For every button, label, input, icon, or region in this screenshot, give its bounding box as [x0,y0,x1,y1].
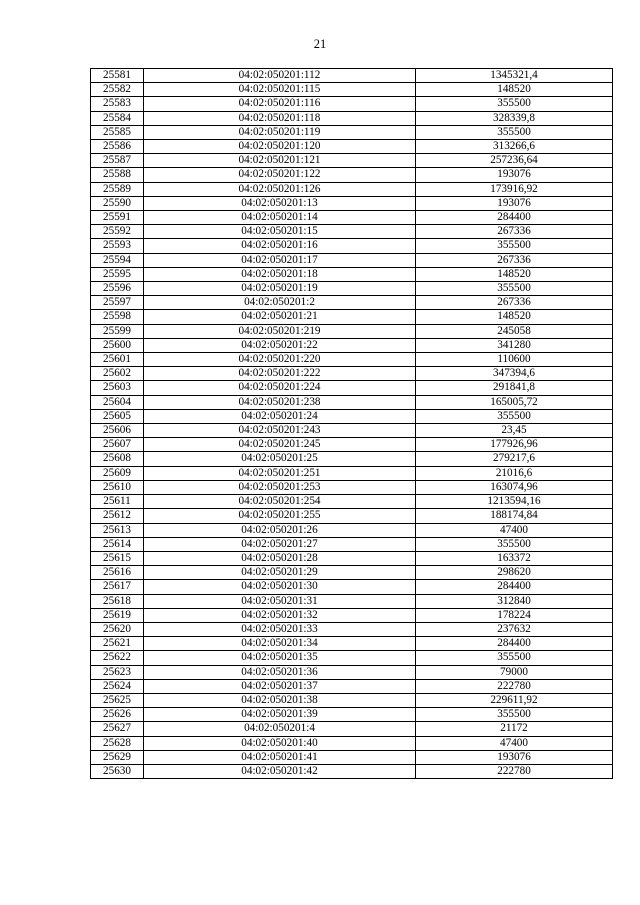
value-cell: 237632 [416,622,613,636]
record-number-cell: 25588 [91,168,144,182]
table-row [91,409,613,423]
table-row [91,353,613,367]
cadastral-number-cell: 04:02:050201:36 [144,665,416,679]
record-number-cell: 25601 [91,353,144,367]
record-number-cell: 25581 [91,69,144,83]
value-cell: 79000 [416,665,613,679]
value-cell: 148520 [416,310,613,324]
record-number-cell: 25614 [91,537,144,551]
record-number-cell: 25602 [91,367,144,381]
cadastral-number-cell: 04:02:050201:25 [144,452,416,466]
cadastral-number-cell: 04:02:050201:24 [144,409,416,423]
cadastral-number-cell: 04:02:050201:22 [144,338,416,352]
value-cell: 267336 [416,225,613,239]
cadastral-number-cell: 04:02:050201:243 [144,424,416,438]
record-number-cell: 25598 [91,310,144,324]
table-row [91,722,613,736]
cadastral-number-cell: 04:02:050201:19 [144,282,416,296]
cadastral-number-cell: 04:02:050201:126 [144,182,416,196]
table-row [91,495,613,509]
value-cell: 1213594,16 [416,495,613,509]
value-cell: 173916,92 [416,182,613,196]
record-number-cell: 25609 [91,466,144,480]
cadastral-number-cell: 04:02:050201:33 [144,622,416,636]
cadastral-number-cell: 04:02:050201:40 [144,736,416,750]
record-number-cell: 25626 [91,708,144,722]
cadastral-number-cell: 04:02:050201:118 [144,111,416,125]
value-cell: 298620 [416,566,613,580]
cadastral-number-cell: 04:02:050201:121 [144,154,416,168]
table-row [91,509,613,523]
value-cell: 284400 [416,637,613,651]
record-number-cell: 25621 [91,637,144,651]
value-cell: 163372 [416,551,613,565]
table-row [91,211,613,225]
value-cell: 355500 [416,708,613,722]
value-cell: 47400 [416,736,613,750]
value-cell: 267336 [416,253,613,267]
record-number-cell: 25590 [91,196,144,210]
record-number-cell: 25629 [91,750,144,764]
table-row [91,225,613,239]
cadastral-number-cell: 04:02:050201:16 [144,239,416,253]
cadastral-number-cell: 04:02:050201:27 [144,537,416,551]
cadastral-number-cell: 04:02:050201:254 [144,495,416,509]
table-row [91,69,613,83]
record-number-cell: 25618 [91,594,144,608]
table-row [91,736,613,750]
table-row [91,168,613,182]
table-row [91,267,613,281]
table-row [91,438,613,452]
value-cell: 257236,64 [416,154,613,168]
value-cell: 222780 [416,764,613,778]
record-number-cell: 25599 [91,324,144,338]
cadastral-number-cell: 04:02:050201:42 [144,764,416,778]
cadastral-number-cell: 04:02:050201:253 [144,480,416,494]
cadastral-number-cell: 04:02:050201:120 [144,140,416,154]
records-table [90,68,613,779]
cadastral-number-cell: 04:02:050201:41 [144,750,416,764]
value-cell: 313266,6 [416,140,613,154]
records-table-body [91,69,613,779]
record-number-cell: 25607 [91,438,144,452]
record-number-cell: 25624 [91,679,144,693]
record-number-cell: 25615 [91,551,144,565]
record-number-cell: 25593 [91,239,144,253]
value-cell: 229611,92 [416,693,613,707]
value-cell: 165005,72 [416,395,613,409]
value-cell: 355500 [416,282,613,296]
value-cell: 110600 [416,353,613,367]
table-row [91,764,613,778]
record-number-cell: 25628 [91,736,144,750]
value-cell: 355500 [416,537,613,551]
record-number-cell: 25600 [91,338,144,352]
cadastral-number-cell: 04:02:050201:32 [144,608,416,622]
value-cell: 178224 [416,608,613,622]
table-row [91,466,613,480]
table-row [91,395,613,409]
value-cell: 279217,6 [416,452,613,466]
cadastral-number-cell: 04:02:050201:219 [144,324,416,338]
value-cell: 355500 [416,239,613,253]
record-number-cell: 25611 [91,495,144,509]
record-number-cell: 25595 [91,267,144,281]
table-row [91,551,613,565]
table-row [91,367,613,381]
cadastral-number-cell: 04:02:050201:119 [144,125,416,139]
cadastral-number-cell: 04:02:050201:35 [144,651,416,665]
record-number-cell: 25617 [91,580,144,594]
record-number-cell: 25604 [91,395,144,409]
record-number-cell: 25627 [91,722,144,736]
record-number-cell: 25613 [91,523,144,537]
record-number-cell: 25597 [91,296,144,310]
cadastral-number-cell: 04:02:050201:220 [144,353,416,367]
table-row [91,480,613,494]
table-row [91,154,613,168]
record-number-cell: 25616 [91,566,144,580]
cadastral-number-cell: 04:02:050201:222 [144,367,416,381]
record-number-cell: 25612 [91,509,144,523]
table-row [91,111,613,125]
value-cell: 193076 [416,168,613,182]
record-number-cell: 25591 [91,211,144,225]
value-cell: 1345321,4 [416,69,613,83]
record-number-cell: 25585 [91,125,144,139]
value-cell: 312840 [416,594,613,608]
record-number-cell: 25619 [91,608,144,622]
cadastral-number-cell: 04:02:050201:251 [144,466,416,480]
table-row [91,381,613,395]
value-cell: 355500 [416,125,613,139]
table-row [91,253,613,267]
table-row [91,296,613,310]
cadastral-number-cell: 04:02:050201:245 [144,438,416,452]
record-number-cell: 25630 [91,764,144,778]
cadastral-number-cell: 04:02:050201:2 [144,296,416,310]
table-row [91,282,613,296]
record-number-cell: 25622 [91,651,144,665]
value-cell: 148520 [416,267,613,281]
cadastral-number-cell: 04:02:050201:112 [144,69,416,83]
table-row [91,324,613,338]
record-number-cell: 25594 [91,253,144,267]
record-number-cell: 25623 [91,665,144,679]
record-number-cell: 25608 [91,452,144,466]
value-cell: 21172 [416,722,613,736]
table-row [91,140,613,154]
value-cell: 148520 [416,83,613,97]
cadastral-number-cell: 04:02:050201:28 [144,551,416,565]
record-number-cell: 25620 [91,622,144,636]
value-cell: 222780 [416,679,613,693]
cadastral-number-cell: 04:02:050201:15 [144,225,416,239]
table-row [91,750,613,764]
cadastral-number-cell: 04:02:050201:4 [144,722,416,736]
cadastral-number-cell: 04:02:050201:224 [144,381,416,395]
value-cell: 193076 [416,750,613,764]
record-number-cell: 25583 [91,97,144,111]
value-cell: 328339,8 [416,111,613,125]
table-row [91,537,613,551]
table-row [91,708,613,722]
cadastral-number-cell: 04:02:050201:255 [144,509,416,523]
cadastral-number-cell: 04:02:050201:39 [144,708,416,722]
table-row [91,338,613,352]
value-cell: 47400 [416,523,613,537]
value-cell: 193076 [416,196,613,210]
table-row [91,637,613,651]
cadastral-number-cell: 04:02:050201:115 [144,83,416,97]
record-number-cell: 25586 [91,140,144,154]
table-row [91,594,613,608]
table-row [91,452,613,466]
cadastral-number-cell: 04:02:050201:18 [144,267,416,281]
value-cell: 21016,6 [416,466,613,480]
record-number-cell: 25606 [91,424,144,438]
table-row [91,622,613,636]
cadastral-number-cell: 04:02:050201:116 [144,97,416,111]
table-row [91,125,613,139]
cadastral-number-cell: 04:02:050201:14 [144,211,416,225]
cadastral-number-cell: 04:02:050201:29 [144,566,416,580]
value-cell: 355500 [416,97,613,111]
value-cell: 177926,96 [416,438,613,452]
value-cell: 347394,6 [416,367,613,381]
value-cell: 23,45 [416,424,613,438]
table-row [91,310,613,324]
value-cell: 245058 [416,324,613,338]
value-cell: 341280 [416,338,613,352]
cadastral-number-cell: 04:02:050201:122 [144,168,416,182]
table-row [91,566,613,580]
table-row [91,239,613,253]
value-cell: 355500 [416,651,613,665]
value-cell: 284400 [416,580,613,594]
record-number-cell: 25589 [91,182,144,196]
cadastral-number-cell: 04:02:050201:238 [144,395,416,409]
cadastral-number-cell: 04:02:050201:31 [144,594,416,608]
table-row [91,693,613,707]
cadastral-number-cell: 04:02:050201:21 [144,310,416,324]
cadastral-number-cell: 04:02:050201:38 [144,693,416,707]
record-number-cell: 25587 [91,154,144,168]
cadastral-number-cell: 04:02:050201:17 [144,253,416,267]
page-number: 21 [313,37,327,51]
table-row [91,679,613,693]
record-number-cell: 25582 [91,83,144,97]
record-number-cell: 25603 [91,381,144,395]
value-cell: 188174,84 [416,509,613,523]
record-number-cell: 25610 [91,480,144,494]
table-row [91,608,613,622]
value-cell: 267336 [416,296,613,310]
value-cell: 163074,96 [416,480,613,494]
record-number-cell: 25584 [91,111,144,125]
value-cell: 355500 [416,409,613,423]
record-number-cell: 25605 [91,409,144,423]
table-row [91,83,613,97]
record-number-cell: 25592 [91,225,144,239]
cadastral-number-cell: 04:02:050201:30 [144,580,416,594]
value-cell: 284400 [416,211,613,225]
table-row [91,196,613,210]
table-row [91,580,613,594]
cadastral-number-cell: 04:02:050201:13 [144,196,416,210]
table-row [91,651,613,665]
table-row [91,97,613,111]
table-row [91,424,613,438]
table-row [91,665,613,679]
value-cell: 291841,8 [416,381,613,395]
table-row [91,182,613,196]
record-number-cell: 25625 [91,693,144,707]
cadastral-number-cell: 04:02:050201:26 [144,523,416,537]
table-row [91,523,613,537]
record-number-cell: 25596 [91,282,144,296]
cadastral-number-cell: 04:02:050201:37 [144,679,416,693]
cadastral-number-cell: 04:02:050201:34 [144,637,416,651]
